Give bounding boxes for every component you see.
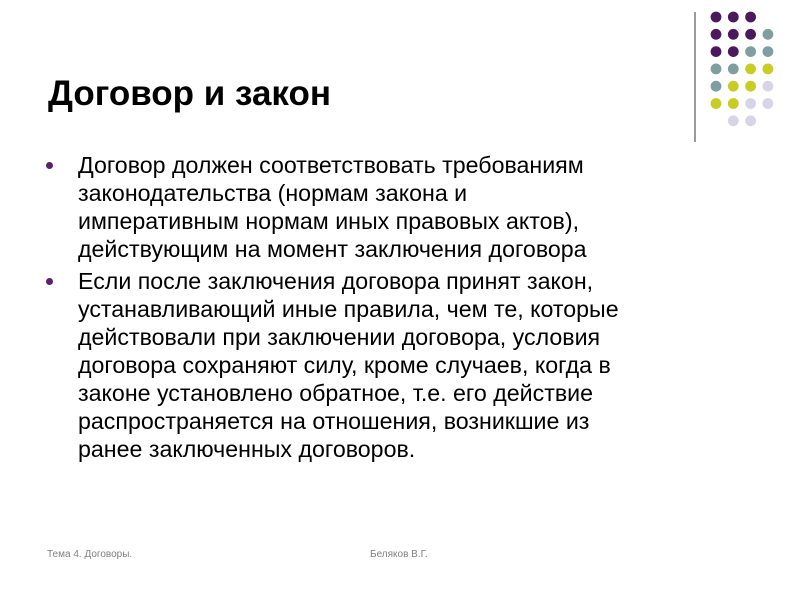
bullet-list: [44, 151, 734, 467]
decorative-dot: [728, 29, 739, 40]
footer-topic: Тема 4. Договоры.: [47, 549, 133, 560]
decorative-dot: [711, 64, 722, 75]
decorative-dot: [728, 115, 739, 126]
decorative-dot: [763, 98, 774, 109]
decorative-dot: [763, 81, 774, 92]
decorative-dot: [763, 46, 774, 57]
decorative-dot: [745, 115, 756, 126]
decorative-dot: [745, 46, 756, 57]
decorative-dot: [711, 12, 722, 23]
bullet-text: Если после заключения договора принят закон, устанавливающий иные правила, чем те, которые действовали при заключении договора, условия договора сохраняют силу, кроме случаев, когда в законе установлено обратное, т.е. его действие распространяется на отношения, возникшие из ранее заключенных договоров.: [78, 268, 619, 462]
decorative-dot: [728, 64, 739, 75]
bullet-dot-icon: [46, 162, 53, 169]
decorative-dot: [745, 29, 756, 40]
decorative-dot: [711, 98, 722, 109]
decorative-dot: [728, 12, 739, 23]
decorative-dot: [745, 12, 756, 23]
decorative-dot: [745, 98, 756, 109]
decorative-dot: [728, 98, 739, 109]
decorative-dot: [763, 29, 774, 40]
decorative-dot: [711, 81, 722, 92]
footer-author: Беляков В.Г.: [370, 549, 428, 560]
bullet-item: [44, 267, 734, 463]
slide-title: Договор и закон: [48, 74, 331, 113]
divider-line: [694, 12, 696, 142]
bullet-text: Договор должен соответствовать требованиям законодательства (нормам закона и императивным нормам иных правовых актов), действующим на момент заключения договора: [78, 152, 587, 262]
bullet-dot-icon: [46, 278, 53, 285]
decorative-dot-grid: [702, 3, 800, 133]
decorative-dot: [711, 46, 722, 57]
decorative-dot: [711, 29, 722, 40]
decorative-dot: [763, 64, 774, 75]
decorative-dot: [745, 64, 756, 75]
bullet-item: [44, 151, 734, 263]
decorative-dot: [728, 46, 739, 57]
decorative-dot: [728, 81, 739, 92]
decorative-dot: [745, 81, 756, 92]
